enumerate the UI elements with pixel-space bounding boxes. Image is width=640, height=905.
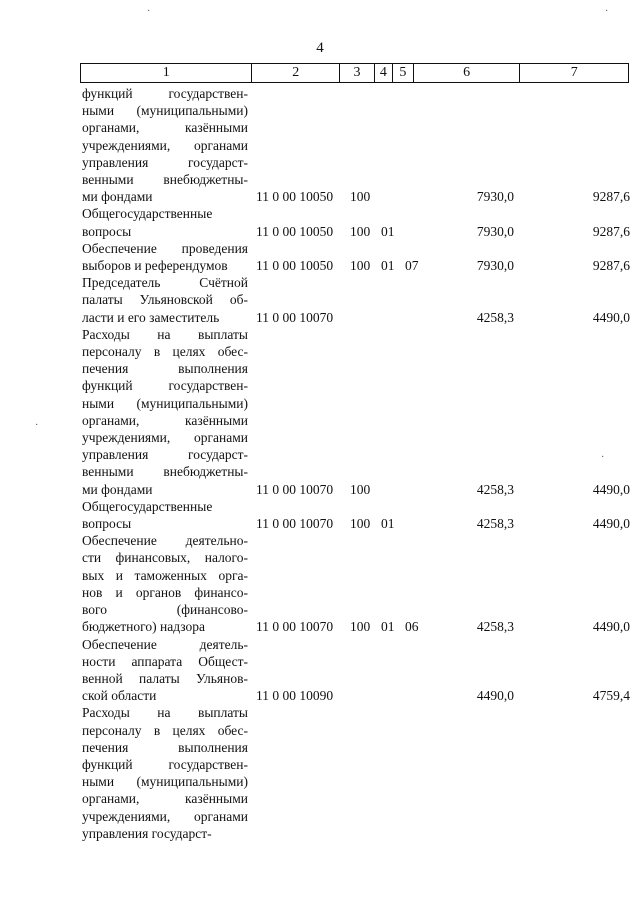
description-line: управления государст-	[82, 825, 212, 841]
expense-type-code: 100	[350, 189, 371, 205]
table-row	[82, 326, 630, 498]
column-header-6: 6	[414, 64, 521, 82]
target-article-code: 11 0 00 10070	[256, 516, 334, 532]
description-line: печения выполнения	[82, 361, 248, 377]
description-line: управления государст-	[82, 447, 248, 463]
expense-type-code: 100	[350, 258, 371, 274]
description-line: венными внебюджетны-	[82, 172, 248, 188]
row-values	[82, 618, 630, 635]
page-number: 4	[316, 40, 324, 56]
description-line: органами, казёнными	[82, 791, 248, 807]
subsection-code: 06	[405, 619, 419, 635]
target-article-code: 11 0 00 10050	[256, 189, 334, 205]
description-line: ской области	[82, 688, 157, 704]
expense-type-code: 100	[350, 481, 371, 497]
row-values	[82, 515, 630, 532]
description-line: учреждениями, органами	[82, 137, 248, 153]
row-values	[82, 188, 630, 205]
description-line: венной палаты Ульянов-	[82, 670, 248, 686]
table-row	[82, 636, 630, 705]
description-line: ности аппарата Общест-	[82, 653, 248, 669]
amount-year-1: 7930,0	[476, 189, 514, 205]
column-header-3: 3	[340, 64, 375, 82]
description-line: печения выполнения	[82, 739, 248, 755]
table-row	[82, 498, 630, 532]
description-line: ласти и его заместитель	[82, 309, 220, 325]
row-values	[82, 257, 630, 274]
table-body	[82, 85, 630, 842]
description-line: учреждениями, органами	[82, 808, 248, 824]
description-line: выборов и референдумов	[82, 258, 228, 274]
description-line: Расходы на выплаты	[82, 705, 248, 721]
amount-year-1: 4258,3	[476, 619, 514, 635]
amount-year-2: 9287,6	[592, 189, 630, 205]
amount-year-2: 4490,0	[592, 309, 630, 325]
expense-type-code: 100	[350, 516, 371, 532]
section-code: 01	[381, 223, 395, 239]
description-line: органами, казёнными	[82, 120, 248, 136]
description-line: функций государствен-	[82, 86, 248, 101]
amount-year-2: 4490,0	[592, 516, 630, 532]
description-line: Общегосударственные	[82, 206, 213, 222]
description-line: вых и таможенных орга-	[82, 567, 248, 583]
description-line: Расходы на выплаты	[82, 326, 248, 342]
table-row	[82, 704, 630, 842]
description-line: ными (муниципальными)	[82, 395, 248, 411]
description-line: венными внебюджетны-	[82, 464, 248, 480]
description-line: Общегосударственные	[82, 498, 213, 514]
description-line: вого (финансово-	[82, 602, 248, 618]
column-header-4: 4	[375, 64, 393, 82]
amount-year-1: 4258,3	[476, 516, 514, 532]
column-header-1: 1	[81, 64, 252, 82]
amount-year-1: 4258,3	[476, 481, 514, 497]
target-article-code: 11 0 00 10050	[256, 223, 334, 239]
description-line: ными (муниципальными)	[82, 103, 248, 119]
row-values	[82, 687, 630, 704]
description-line: Обеспечение деятельно-	[82, 533, 248, 549]
expense-type-code: 100	[350, 619, 371, 635]
description-line: Обеспечение деятель-	[82, 636, 248, 652]
target-article-code: 11 0 00 10090	[256, 688, 334, 704]
description-line: персоналу в целях обес-	[82, 344, 248, 360]
column-header-7: 7	[570, 65, 578, 80]
table-row	[82, 532, 630, 635]
row-values	[82, 309, 630, 326]
description-line: Обеспечение проведения	[82, 240, 248, 256]
description-line: нов и органов финансо-	[82, 584, 248, 600]
description-line: ми фондами	[82, 481, 153, 497]
amount-year-2: 4490,0	[592, 619, 630, 635]
description-line: управления государст-	[82, 154, 248, 170]
description-line: функций государствен-	[82, 756, 248, 772]
table-header-row	[80, 63, 629, 83]
row-values	[82, 223, 630, 240]
target-article-code: 11 0 00 10050	[256, 258, 334, 274]
section-code: 01	[381, 516, 395, 532]
description-line: вопросы	[82, 516, 132, 532]
amount-year-1: 4258,3	[476, 309, 514, 325]
description-line: ми фондами	[82, 189, 153, 205]
description-line: органами, казёнными	[82, 412, 248, 428]
amount-year-2: 4490,0	[592, 481, 630, 497]
description-line: бюджетного) надзора	[82, 619, 205, 635]
target-article-code: 11 0 00 10070	[256, 619, 334, 635]
target-article-code: 11 0 00 10070	[256, 309, 334, 325]
table-row	[82, 240, 630, 274]
table-row	[82, 274, 630, 326]
amount-year-1: 4490,0	[476, 688, 514, 704]
section-code: 01	[381, 619, 395, 635]
expense-type-code: 100	[350, 223, 371, 239]
description-line: функций государствен-	[82, 378, 248, 394]
description-line: ными (муниципальными)	[82, 774, 248, 790]
amount-year-1: 7930,0	[476, 223, 514, 239]
row-description	[82, 326, 248, 498]
subsection-code: 07	[405, 258, 419, 274]
description-line: палаты Ульяновской об-	[82, 292, 248, 308]
section-code: 01	[381, 258, 395, 274]
amount-year-2: 4759,4	[592, 688, 630, 704]
description-line: вопросы	[82, 223, 132, 239]
row-values	[82, 825, 630, 842]
description-line: Председатель Счётной	[82, 275, 248, 291]
target-article-code: 11 0 00 10070	[256, 481, 334, 497]
column-header-2: 2	[252, 64, 340, 82]
column-header-5: 5	[393, 64, 414, 82]
table-row	[82, 205, 630, 239]
description-line: персоналу в целях обес-	[82, 722, 248, 738]
description-line: сти финансовых, налого-	[82, 550, 248, 566]
amount-year-2: 9287,6	[592, 223, 630, 239]
table-row	[82, 85, 630, 205]
amount-year-1: 7930,0	[476, 258, 514, 274]
row-description	[82, 704, 248, 842]
row-values	[82, 481, 630, 498]
description-line: учреждениями, органами	[82, 430, 248, 446]
amount-year-2: 9287,6	[592, 258, 630, 274]
